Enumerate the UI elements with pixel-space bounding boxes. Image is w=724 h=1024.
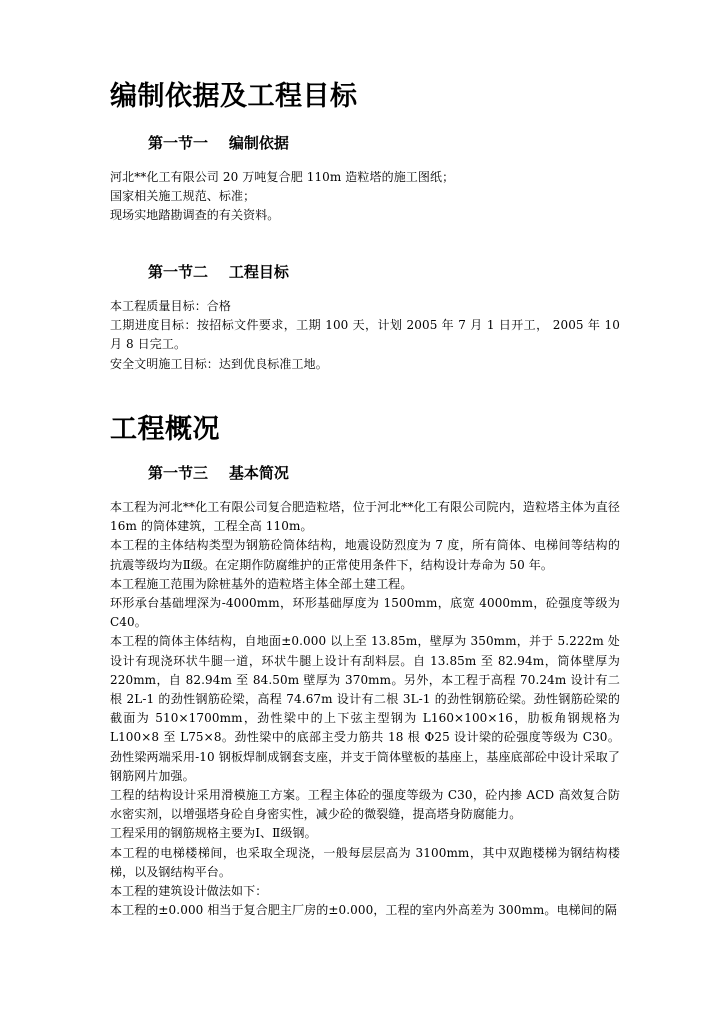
section-title-basis: 第一节一 编制依据: [148, 134, 289, 152]
overview-paragraph: 本工程的主体结构类型为钢筋砼筒体结构，地震设防烈度为 7 度，所有筒体、电梯间等结构的抗震等级均为Ⅱ级。在定期作防腐维护的正常使用条件下，结构设计寿命为 50 年。: [110, 538, 620, 572]
basis-line: 河北**化工有限公司 20 万吨复合肥 110m 造粒塔的施工图纸；: [110, 170, 455, 184]
heading-project-overview: 工程概况: [110, 414, 220, 445]
goals-list: [110, 297, 620, 374]
goal-paragraph: 本工程质量目标：合格: [110, 299, 232, 313]
goal-paragraph: 工期进度目标：按招标文件要求，工期 100 天，计划 2005 年 7 月 1 日开工， 2005 年 10 月 8 日完工。: [110, 318, 620, 352]
section-title-basic-overview: 第一节三 基本简况: [148, 464, 289, 482]
overview-paragraph: 本工程施工范围为除桩基外的造粒塔主体全部土建工程。: [110, 576, 413, 591]
overview-body: [110, 498, 620, 920]
overview-paragraph: 本工程的建筑设计做法如下：: [110, 884, 268, 899]
overview-paragraph: 工程采用的钢筋规格主要为Ⅰ、Ⅱ级钢。: [110, 826, 317, 841]
overview-paragraph: 本工程为河北**化工有限公司复合肥造粒塔，位于河北**化工有限公司院内，造粒塔主体为直径 16m 的筒体建筑，工程全高 110m。: [110, 500, 620, 534]
section-title-goals: 第一节二 工程目标: [148, 263, 289, 281]
overview-paragraph: 本工程的电梯楼梯间，也采取全现浇，一般每层层高为 3100mm，其中双跑楼梯为钢结构楼梯，以及钢结构平台。: [110, 845, 620, 879]
overview-paragraph: 环形承台基础埋深为-4000mm，环形基础厚度为 1500mm，底宽 4000mm，砼强度等级为 C40。: [110, 596, 620, 630]
overview-paragraph: 本工程的筒体主体结构，自地面±0.000 以上至 13.85m，壁厚为 350mm，并于 5.222m 处设计有现浇环状牛腿一道，环状牛腿上设计有刮料层。自 13.85m 至 82.94m，筒体壁厚为 220mm，自 82.94m 至 84.50m 壁厚为 370mm。另外，本工程于高程 70.24m 设计有二根 2L-1 的劲性钢筋砼梁，高程 74.67m 设计有二根 3L-1 的劲性钢筋砼梁。劲性钢筋砼梁的截面为 510×1700mm，劲性梁中的上下弦主型钢为 L160×100×16，肋板角钢规格为 L100×8 至 L75×8。劲性梁中的底部主受力筋共 18 根 Φ25 设计梁的砼强度等级为 C30。劲性梁两端采用-10 钢板焊制成钢套支座，并支于筒体壁板的基座上，基座底部砼中设计采取了钢筋网片加强。: [110, 634, 620, 783]
basis-line: 国家相关施工规范、标准；: [110, 189, 256, 204]
heading-basis-and-goals: 编制依据及工程目标: [110, 81, 358, 112]
basis-list: [110, 168, 454, 226]
overview-paragraph: 工程的结构设计采用滑模施工方案。工程主体砼的强度等级为 C30，砼内掺 ACD 高效复合防水密实剂，以增强塔身砼自身密实性，减少砼的微裂缝，提高塔身防腐能力。: [110, 788, 620, 822]
basis-line: 现场实地踏勘调查的有关资料。: [110, 208, 280, 223]
goal-paragraph: 安全文明施工目标：达到优良标准工地。: [110, 356, 328, 371]
overview-paragraph: 本工程的±0.000 相当于复合肥主厂房的±0.000，工程的室内外高差为 300mm。电梯间的隔: [110, 903, 618, 918]
